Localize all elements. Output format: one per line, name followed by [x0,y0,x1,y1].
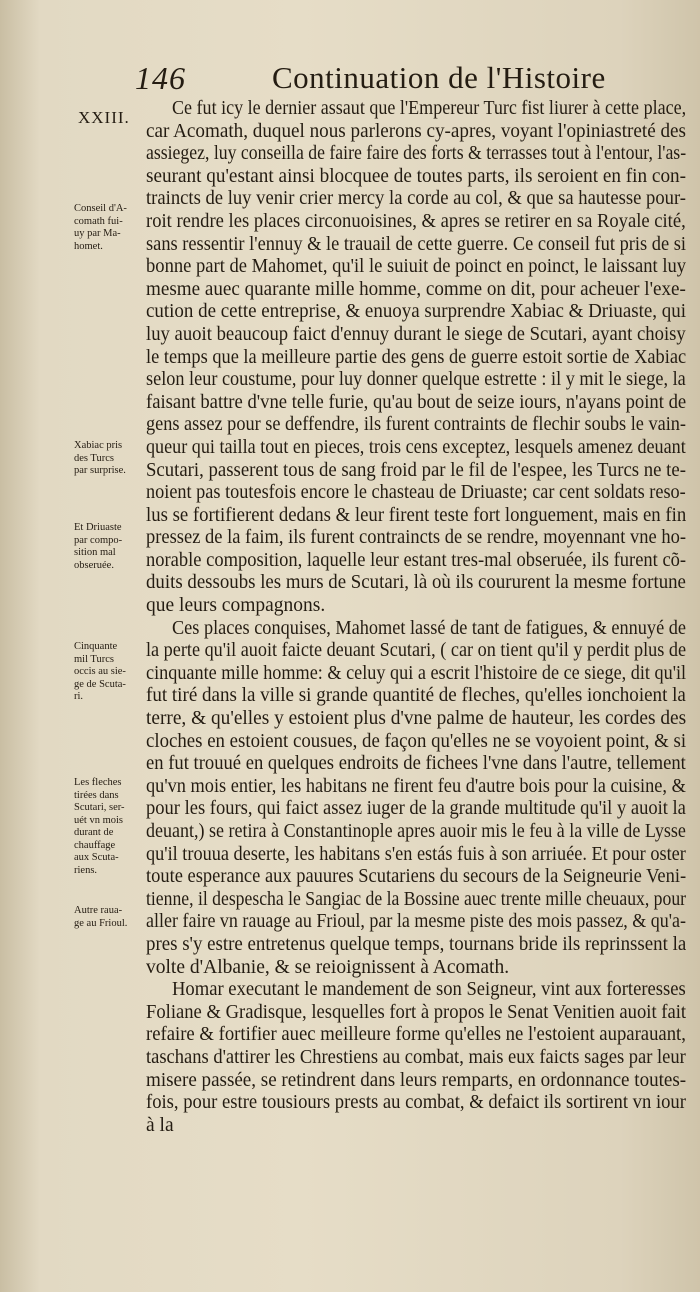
text-line: faisant battre d'vne telle furie, qu'au bout de seize iours, n'ayans point de [146,391,686,413]
side-note-line: aux Scuta- [74,852,119,863]
blank-lower-page [0,1010,700,1292]
text-line: le temps que la meilleure partie des gens de guerre estoit sortie de Xabiac [146,346,686,368]
text-line: toute esperance aux pauures Scutariens du secours de la Seigneurie Veni- [146,866,686,888]
side-note-line: uy par Ma- [74,228,121,239]
side-note-line: par compo- [74,534,123,546]
side-note-line: ri. [74,691,84,702]
text-line: fois, pour estre tousiours prests au combat, & defaict ils sortirent vn iour [146,1092,686,1114]
text-line: en fut trouué en quelques endroits de fichees l'vne dans l'autre, tellement [146,753,686,775]
running-head: Continuation de l'Histoire [272,60,606,95]
text-line: la perte qu'il auoit faicte deuant Scutari, ( car on tient qu'il y perdit plus de [146,640,686,662]
side-note-line: durant de [74,827,114,838]
side-note-line: mil Turcs [74,653,114,665]
text-line: refaire & fortifier auec meilleure forme qu'elles ne l'estoient auparauant, [146,1024,686,1046]
text-line: Homar executant le mandement de son Seigneur, vint aux forteresses [172,979,686,1001]
side-note-line: ge au Frioul. [74,917,128,929]
side-note-line: des Turcs [74,452,114,464]
text-line: seurant qu'estant ainsi blocquee de toutes parts, ils seroient en fin con- [146,165,686,187]
side-note-line: Et Driuaste [74,522,122,533]
text-line: sans ressentir l'ennuy & le trauail de cette guerre. Ce conseil fut pris de si [146,233,686,255]
text-line: deuant,) se retira à Constantinople apres auoir mis le feu à la ville de Lysse [146,821,686,842]
text-line: taschans d'attirer les Chrestiens au combat, mais eux faicts sages par leur [146,1046,686,1068]
text-line: duits dessoubs les murs de Scutari, là où ils coururent la mesme fortune [146,572,686,594]
side-note-cinquante [74,641,150,704]
side-note-line: Xabiac pris [74,440,123,451]
side-note-line: uét vn mois [74,814,123,826]
chapter-number: XXIII. [78,108,130,127]
text-line: assiegez, luy conseilla de faire faire des forts & terrasses tout à l'entour, l'as- [146,143,686,165]
side-note-line: riens. [74,864,98,876]
text-line: pour les fours, qui faict assez iuger de la grande multitude qu'il y auoit la [146,798,686,820]
text-line: misere passée, se retindrent dans leurs remparts, en ordonnance toutes- [146,1069,686,1091]
side-note-line: obseruée. [74,559,114,571]
side-note-line: Conseil d'A- [74,203,127,214]
text-line: norable composition, laquelle leur estant tres-mal obseruée, ils furent cõ- [146,549,686,571]
text-line: gens assez pour se deffendre, ils furent contraints de flechir soubs le vain- [146,414,686,436]
side-note-line: ge de Scuta- [74,678,126,690]
text-line: à la [146,1114,174,1136]
text-line: car Acomath, duquel nous parlerons cy-apres, voyant l'opiniastreté des [146,120,686,142]
text-line: noient pas toutesfois encore le chasteau de Driuaste; car cent soldats reso- [146,482,686,504]
side-note-xabiac [74,440,150,478]
side-note-line: Cinquante [74,641,118,652]
text-line: aller faire vn rauage au Frioul, par la mesme piste des mois passez, & qu'a- [146,911,686,933]
side-note-line: Autre raua- [74,905,123,916]
text-line: bonne part de Mahomet, qu'il le suiuit de poinct en poinct, le laissant luy [146,256,686,278]
text-line: mesme auec quarante mille homme, comme on dit, pour acheuer l'exe- [146,278,686,300]
side-note-line: sition mal [74,547,116,558]
text-line: cinquante mille homme: & celuy qui a escrit l'histoire de ce siege, dit qu'il [146,662,686,684]
side-note-line: homet. [74,240,103,252]
text-line: cloches en estoient cousues, de façon qu'elles ne se voyoient point, & si [146,730,686,752]
side-note-line: occis au sie- [74,666,126,677]
text-line: fut tiré dans la ville si grande quantité de fleches, qu'elles ionchoient la [146,685,686,707]
text-line: tienne, il despescha le Sangiac de la Bossine auec trente mille cheuaux, pour [146,888,686,910]
body-text [146,98,686,1137]
text-line: selon leur coustume, pour luy donner quelque estrette : il y mit le siege, la [146,369,686,391]
text-line: qu'vn mois entier, les habitans ne firent feu d'autre bois pour la cuisine, & [146,775,686,797]
side-note-line: chauffage [74,839,116,851]
side-note-line: tirées dans [74,789,119,801]
side-note-fleches [74,777,150,877]
side-note-line: comath fui- [74,215,123,227]
text-line: volte d'Albanie, & se reioignissent à Acomath. [146,956,510,978]
text-line: lus se fortifierent dedans & leur firent teste fort longuement, mais en fin [146,504,686,526]
text-line: Ces places conquises, Mahomet lassé de tant de fatigues, & ennuyé de [172,617,686,639]
side-note-frioul [74,905,150,930]
text-line: que leurs compagnons. [146,595,326,617]
side-note-line: Scutari, ser- [74,802,125,813]
text-line: pressez de la faim, ils furent contraincts de se rendre, moyennant vne ho- [146,527,686,549]
text-line: cution de cette entreprise, & enuoya surprendre Xabiac & Driuaste, qui [146,301,686,323]
text-line: qu'il trouua deserte, les habitans s'en estás fuis à son arriuée. Et pour oster [146,843,686,865]
text-line: terre, & qu'elles y estoient plus d'vne palme de hauteur, les cordes des [146,708,686,730]
side-note-conseil [74,203,150,253]
text-line: luy auoit beaucoup faict d'ennuy durant le siege de Scutari, ayant choisy [146,323,686,345]
side-note-line: Les fleches [74,777,122,788]
text-line: pres s'y estre entretenus quelque temps, tournans bride ils reprinssent la [146,933,686,955]
text-line: Ce fut icy le dernier assaut que l'Empereur Turc fist liurer à cette place, [172,98,686,119]
page-header [0,60,700,100]
side-note-driuaste [74,522,150,572]
text-line: Scutari, passerent tous de sang froid par le fil de l'espee, les Turcs ne te- [146,459,686,481]
text-line: traincts de luy venir crier mercy la corde au col, & que sa hautesse pour- [146,188,686,210]
side-note-line: par surprise. [74,465,126,476]
text-line: queur qui tailla tout en pieces, trois cens exceptez, lesquels amenez deuant [146,436,686,458]
page-number: 146 [135,60,186,96]
text-line: Foliane & Gradisque, lesquelles fort à propos le Senat Venitien auoit fait [146,1001,686,1023]
text-line: roit rendre les places circonuoisines, & apres se retirer en sa Royale cité, [146,210,686,232]
